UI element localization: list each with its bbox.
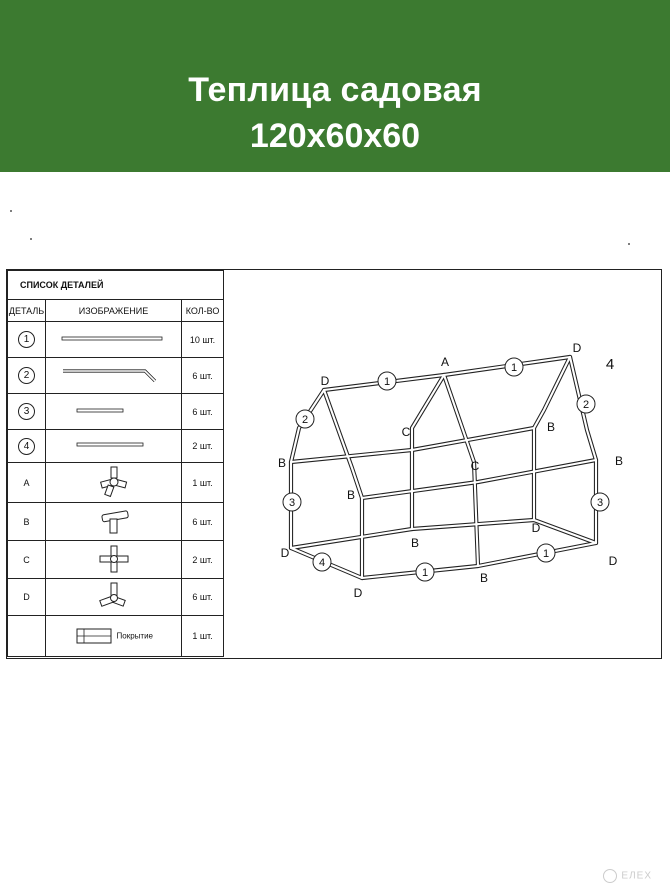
assembly-diagram (223, 270, 661, 657)
table-row (8, 503, 224, 541)
parts-table-title: СПИСОК ДЕТАЛЕЙ (8, 271, 224, 300)
part-image-tube-long (46, 322, 182, 358)
part-id (8, 616, 46, 657)
label-b: B (546, 420, 556, 434)
part-qty: 6 шт. (182, 394, 224, 430)
label-d: D (353, 586, 363, 600)
logo-ring-icon (603, 869, 617, 883)
label-b: B (614, 454, 624, 468)
part-qty: 6 шт. (182, 358, 224, 394)
part-image-connector-c (46, 541, 182, 579)
label-4: 4 (318, 557, 326, 569)
part-qty: 6 шт. (182, 503, 224, 541)
part-image-cover (46, 616, 182, 657)
label-b: B (479, 571, 489, 585)
page-subtitle-size: 120x60x60 (249, 117, 421, 155)
column-header-part: ДЕТАЛЬ (8, 300, 46, 322)
table-row (8, 616, 224, 657)
scan-speck (10, 210, 12, 212)
table-row (8, 358, 224, 394)
label-2: 2 (582, 399, 590, 411)
label-b: B (346, 488, 356, 502)
part-id: 3 (18, 403, 35, 420)
part-id: 1 (18, 331, 35, 348)
label-d: D (280, 546, 290, 560)
label-1: 1 (383, 376, 391, 388)
cover-label: Покрытие (116, 631, 153, 641)
label-c: C (470, 459, 480, 473)
header-banner (0, 0, 670, 172)
part-id: C (8, 541, 46, 579)
table-row (8, 430, 224, 463)
part-id: B (8, 503, 46, 541)
column-header-image: ИЗОБРАЖЕНИЕ (46, 300, 182, 322)
label-c: C (401, 425, 411, 439)
label-d: D (320, 374, 330, 388)
label-3: 3 (596, 497, 604, 509)
part-image-connector-a (46, 463, 182, 503)
part-qty: 1 шт. (182, 463, 224, 503)
part-qty: 6 шт. (182, 579, 224, 616)
label-3: 3 (288, 497, 296, 509)
part-image-tube-medium (46, 430, 182, 463)
part-image-connector-b (46, 503, 182, 541)
page-title: Теплица садовая (188, 71, 482, 109)
parts-table (7, 270, 224, 657)
watermark-text: ЕЛЕХ (621, 870, 652, 882)
label-a: A (440, 355, 450, 369)
part-qty: 2 шт. (182, 541, 224, 579)
label-1: 1 (542, 548, 550, 560)
watermark (603, 869, 652, 883)
part-qty: 2 шт. (182, 430, 224, 463)
label-d: D (531, 521, 541, 535)
instruction-sheet (6, 269, 662, 659)
part-id: 4 (18, 438, 35, 455)
part-image-tube-bent (46, 358, 182, 394)
label-b: B (410, 536, 420, 550)
part-id: 2 (18, 367, 35, 384)
label-2: 2 (301, 414, 309, 426)
label-4: 4 (605, 356, 615, 373)
greenhouse-frame-drawing (224, 270, 661, 657)
table-row (8, 463, 224, 503)
part-qty: 1 шт. (182, 616, 224, 657)
part-image-tube-short (46, 394, 182, 430)
scan-speck (30, 238, 32, 240)
part-id: D (8, 579, 46, 616)
column-header-qty: КОЛ-ВО (182, 300, 224, 322)
part-id: A (8, 463, 46, 503)
label-d: D (608, 554, 618, 568)
part-qty: 10 шт. (182, 322, 224, 358)
table-row (8, 541, 224, 579)
label-1: 1 (421, 567, 429, 579)
table-row (8, 322, 224, 358)
label-1: 1 (510, 362, 518, 374)
table-row (8, 394, 224, 430)
label-b: B (277, 456, 287, 470)
scan-speck (628, 243, 630, 245)
label-d: D (572, 341, 582, 355)
part-image-connector-d (46, 579, 182, 616)
table-row (8, 579, 224, 616)
